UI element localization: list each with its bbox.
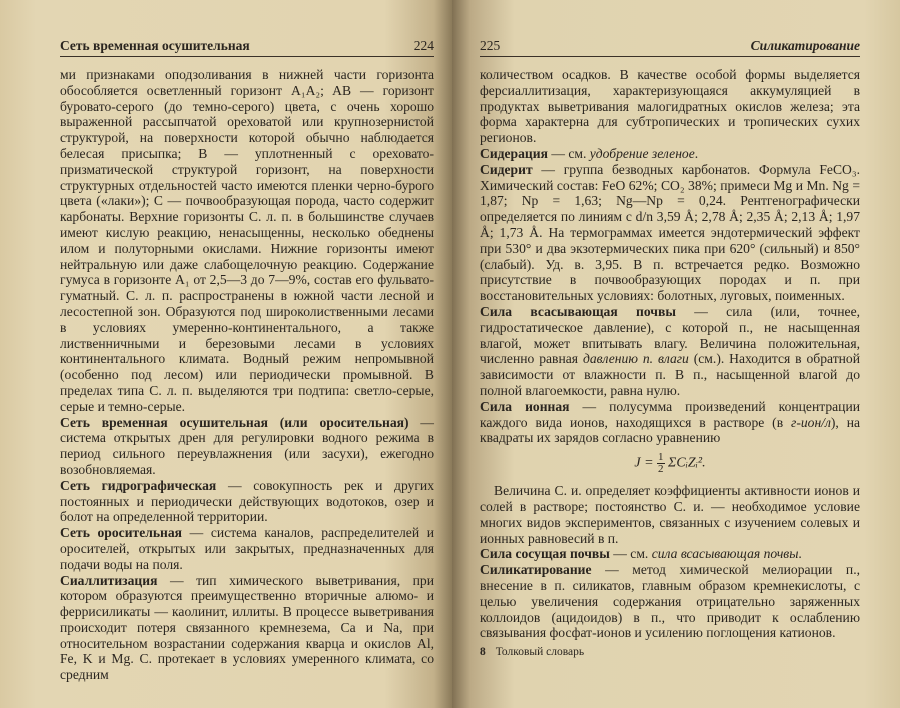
- ionic-strength-explanation: Величина С. и. определяет коэффициенты активности ионов и солей в растворе; постоянство С. и. — необходимое условие многих видов экспериментов, связанных с изучением солевых и ионных равновесий в п.: [480, 483, 860, 546]
- cross-reference: давлению п. влаги: [582, 351, 689, 367]
- entry-set-gidrograficheskaya: Сеть гидрографическая — совокупность рек и других постоянных и периодически действующих водотоков, озер и болот на определенной территории.: [60, 477, 435, 525]
- headword: Сеть временная осушительная (или оросительная): [60, 414, 409, 430]
- headword: Сила ионная: [480, 398, 570, 414]
- left-running-head: [60, 38, 434, 57]
- headword: Сеть оросительная: [60, 525, 183, 541]
- right-running-head: [480, 38, 860, 57]
- entry-silikatirovanie: Силикатирование — метод химической мелиорации п., внесение в п. силикатов, главным образом кремнекислоты, с целью увеличения содержания отрицательно заряженных коллоидов (ацидоидов) в п., что приводит к ослаблению связывания фосфат-ионов и усилению поглощения катионов.: [480, 562, 860, 641]
- headword: Сеть гидрографическая: [60, 477, 217, 493]
- right-page-number: 225: [480, 38, 501, 53]
- unit: г-ион/л: [791, 414, 831, 430]
- signature-mark: 8: [480, 646, 486, 658]
- entry-siderit: Сидерит — группа безводных карбонатов. Формула FeCO₃. Химический состав: FeO 62%; CO₂ 38%; примеси Mg и Mn. Ng = 1,87; Np = 1,63; Ng—Np = 0,24. Рентгенографически определяется по линиям с d/n 3,59 Å; 2,78 Å; 2,35 Å; 2,13 Å; 1,97 Å; 1,73 Å. На термограммах имеется эндотермический эффект при 530° и два экзотермических пика при 620° (сильный) и 850° (слабый). Уд. в. 3,95. В п. встречается редко. Возможно присутствие в почвообразующих породах и п. при восстановительных условиях: болотных, луговых, поименных.: [480, 161, 860, 304]
- signature-footer: [480, 646, 584, 658]
- entry-set-vremennaya: Сеть временная осушительная (или оросительная) — система открытых дрен для регулировки водного режима в период сильного переувлажнения (или засухи), ежегодно возобновляемая.: [60, 414, 434, 477]
- headword: Силикатирование: [480, 562, 592, 578]
- entry-continuation: количеством осадков. В качестве особой формы выделяется ферсиаллитизация, характеризующаяся аккумуляцией в продуктах выветривания малогидратных окислов железа; эта форма характерна для субтропических и тропических сухих регионов.: [480, 67, 860, 146]
- right-header-title: Силикатирование: [750, 38, 860, 53]
- cross-reference: удобрение зеленое: [589, 145, 695, 161]
- headword: Сила сосущая почвы: [480, 546, 610, 562]
- left-page-number: 224: [413, 38, 434, 53]
- entry-sila-vsasyvayushchaya: Сила всасывающая почвы — сила (или, точнее, гидростатическое давление), с которой п., не насыщенная влагой, может впитывать влагу. Величина положительная, численно равная давлению п. влаги (см.). Находится в обратной зависимости от влажности п. В п., насыщенной влагой до полной влагоемкости, равна нулю.: [480, 303, 861, 398]
- entry-sila-ionnaya: Сила ионная — полусумма произведений концентрации каждого вида ионов, находящихся в растворе (в г-ион/л), на квадраты их зарядов согласно уравнению: [480, 398, 860, 446]
- cross-reference: сила всасывающая почвы: [651, 546, 799, 562]
- headword: Сила всасывающая почвы: [480, 303, 676, 319]
- entry-set-orositelnaya: Сеть оросительная — система каналов, распределителей и оросителей, открытых или закрытых, предназначенных для подачи воды на поля.: [60, 525, 435, 572]
- entry-continuation: ми признаками оподзоливания в нижней части горизонта обособляется осветленный горизонт A₁A₂; AB — горизонт буровато-серого (до темно-серого) цвета, с очень хорошо выраженной рассыпчатой ореховатой или крупнозернистой структурой, на поверхности которой обычно наблюдается белесая присыпка; B — уплотненный с ореховато-призматической структурой горизонт, на поверхности структурных отдельностей часто имеются пленки черно-бурого цвета («лаки»); C — почвообразующая порода, часто содержит карбонаты. Верхние горизонты С. л. п. в большинстве случаев имеют кислую реакцию, ненасыщенны, несколько обеднены илом и полуторными окислами. Нижние горизонты имеют нейтральную или даже слабощелочную реакцию. Содержание гумуса в горизонте A₁ от 2,5—3 до 7—9%, состав его фульвато-гуматный. С. л. п. распространены в южной части лесной и лесостепной зон. Образуются под широколиственными лесами в условиях умеренно-континентального, а также лиственничными и березовыми лесами в условиях континентального климата. Водный режим непромывной (особенно под лесом) или периодически промывной. В пределах типа С. л. п. выделяются три подтипа: светло-серые, серые и темно-серые.: [60, 67, 434, 414]
- entry-sideratsiya: Сидерация — см. удобрение зеленое.: [480, 145, 699, 161]
- right-page-text: [480, 67, 860, 641]
- entry-sila-sosushchaya: Сила сосущая почвы — см. сила всасывающая почвы.: [480, 546, 802, 562]
- left-header-title: Сеть временная осушительная: [60, 38, 250, 53]
- headword: Сидерит: [480, 161, 533, 177]
- entry-siallitizatsiya: Сиаллитизация — тип химического выветривания, при котором образуются преимущественно вторичные алюмо- и феррисиликаты — каолинит, иллиты. В процессе выветривания происходит потеря связанного кремнезема, Ca и Na, при относительном возрастании содержания кварца и окислов Al, Fe, K и Mg. С. протекает в условиях умеренного климата, со средним: [60, 572, 434, 683]
- right-page: [452, 0, 900, 708]
- signature-text: Толковый словарь: [495, 646, 585, 658]
- headword: Сидерация: [480, 145, 548, 161]
- ionic-strength-formula: J = $\frac{1}{2}$ ΣCᵢZᵢ².: [634, 451, 706, 476]
- left-page-text: [60, 67, 434, 683]
- headword: Сиаллитизация: [60, 572, 158, 588]
